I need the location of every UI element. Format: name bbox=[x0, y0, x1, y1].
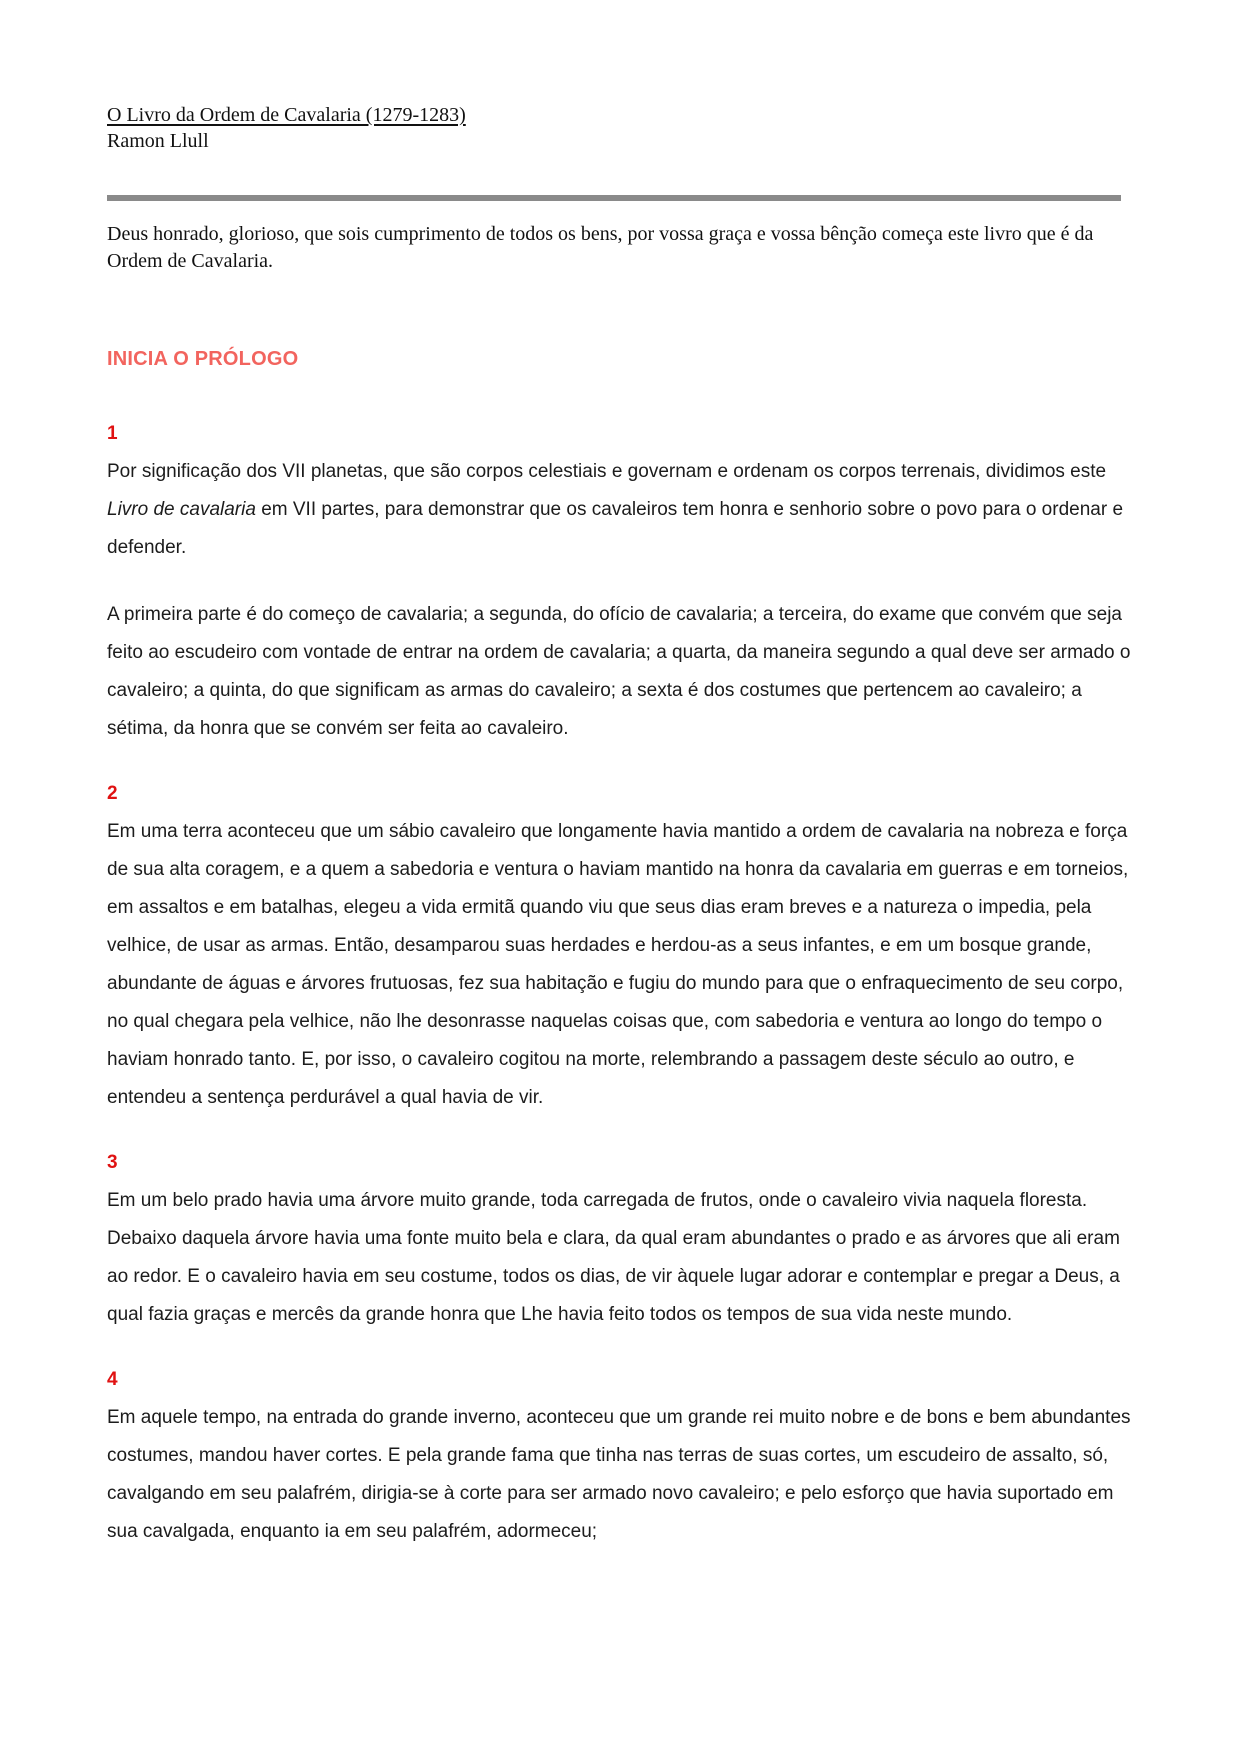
paragraph bbox=[107, 453, 1136, 567]
paragraph-text: em VII partes, para demonstrar que os cavaleiros tem honra e senhorio sobre o povo para o ordenar e defender. bbox=[107, 499, 1124, 558]
document-author: Ramon Llull bbox=[107, 130, 209, 152]
section-number: 1 bbox=[107, 423, 118, 444]
prologue-heading: INICIA O PRÓLOGO bbox=[107, 348, 299, 370]
section-number: 2 bbox=[107, 783, 118, 804]
paragraph-italic-text: Livro de cavalaria bbox=[107, 499, 256, 520]
section-2 bbox=[107, 775, 1136, 1117]
paragraph: A primeira parte é do começo de cavalaria; a segunda, do ofício de cavalaria; a terceira, do exame que convém que seja feito ao escudeiro com vontade de entrar na ordem de cavalaria; a quarta, da maneira segundo a qual deve ser armado o cavaleiro; a quinta, do que significam as armas do cavaleiro; a sexta é dos costumes que pertencem ao cavaleiro; a sétima, da honra que se convém ser feita ao cavaleiro. bbox=[107, 604, 1131, 739]
section-number: 4 bbox=[107, 1369, 118, 1390]
section-4 bbox=[107, 1361, 1136, 1551]
paragraph-text: Por significação dos VII planetas, que são corpos celestiais e governam e ordenam os corpos terrenais, dividimos este bbox=[107, 461, 1107, 482]
document-header bbox=[107, 102, 1136, 154]
section-number: 3 bbox=[107, 1152, 118, 1173]
document-body bbox=[107, 415, 1136, 1551]
paragraph: Em aquele tempo, na entrada do grande inverno, aconteceu que um grande rei muito nobre e de bons e bem abundantes costumes, mandou haver cortes. E pela grande fama que tinha nas terras de suas cortes, um escudeiro de assalto, só, cavalgando em seu palafrém, dirigia-se à corte para ser armado novo cavaleiro; e pelo esforço que havia suportado em sua cavalgada, enquanto ia em seu palafrém, adormeceu; bbox=[107, 1407, 1131, 1542]
paragraph: Em um belo prado havia uma árvore muito grande, toda carregada de frutos, onde o cavaleiro vivia naquela floresta. Debaixo daquela árvore havia uma fonte muito bela e clara, da qual eram abundantes o prado e as árvores que ali eram ao redor. E o cavaleiro havia em seu costume, todos os dias, de vir àquele lugar adorar e contemplar e pregar a Deus, a qual fazia graças e mercês da grande honra que Lhe havia feito todos os tempos de sua vida neste mundo. bbox=[107, 1190, 1120, 1325]
section-1 bbox=[107, 415, 1136, 748]
paragraph: Em uma terra aconteceu que um sábio cavaleiro que longamente havia mantido a ordem de cavalaria na nobreza e força de sua alta coragem, e a quem a sabedoria e ventura o haviam mantido na honra da cavalaria em guerras e em torneios, em assaltos e em batalhas, elegeu a vida ermitã quando viu que seus dias eram breves e a natureza o impedia, pela velhice, de usar as armas. Então, desamparou suas herdades e herdou-as a seus infantes, e em um bosque grande, abundante de águas e árvores frutuosas, fez sua habitação e fugiu do mundo para que o enfraquecimento de seu corpo, no qual chegara pela velhice, não lhe desonrasse naquelas coisas que, com sabedoria e ventura ao longo do tempo o haviam honrado tanto. E, por isso, o cavaleiro cogitou na morte, relembrando a passagem deste século ao outro, e entendeu a sentença perdurável a qual havia de vir. bbox=[107, 821, 1129, 1108]
section-3 bbox=[107, 1144, 1136, 1334]
document-title: O Livro da Ordem de Cavalaria (1279-1283) bbox=[107, 104, 466, 126]
divider-rule bbox=[107, 195, 1121, 201]
dedication-paragraph: Deus honrado, glorioso, que sois cumprimento de todos os bens, por vossa graça e vossa bênção começa este livro que é da Ordem de Cavalaria. bbox=[107, 223, 1094, 272]
